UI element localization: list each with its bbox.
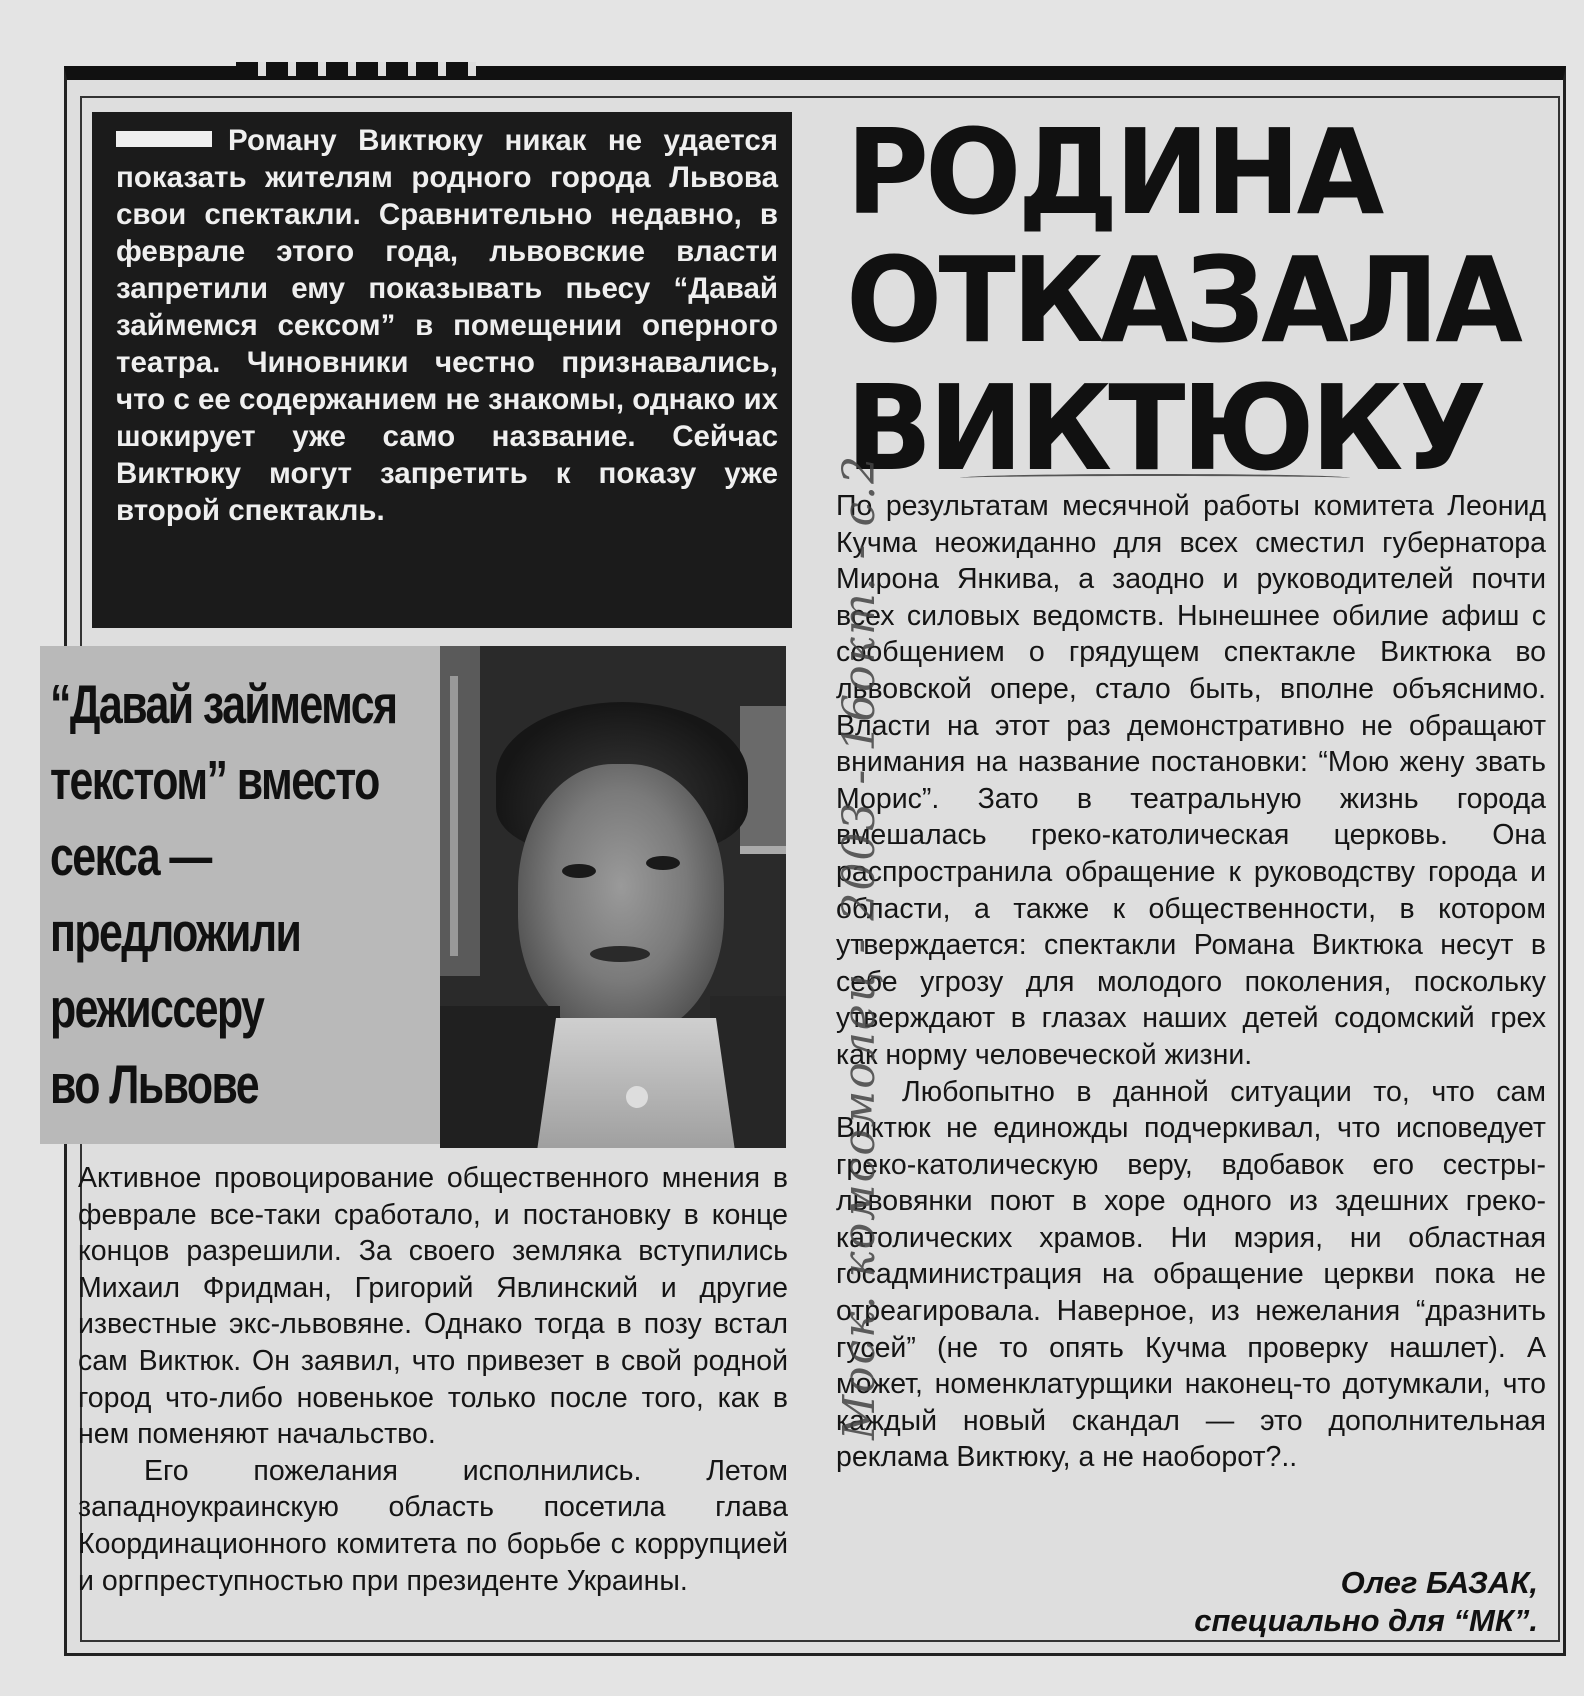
pencil-underline — [960, 474, 1350, 482]
handwritten-archive-note: Моск. комсомолец - 2003 - 16окт. - с.2 — [834, 453, 885, 1440]
byline-affiliation: специально для “МК”. — [1194, 1603, 1538, 1638]
lead-dash-mark — [116, 131, 212, 147]
headline — [846, 103, 1520, 497]
byline-author: Олег БАЗАК, — [1340, 1565, 1538, 1600]
portrait-shirt-button — [626, 1086, 648, 1108]
body-right-paragraph-2: Любопытно в данной ситуации то, что сам Виктюк не единожды подчеркивал, что исповедует греко-католическую веру, вдобавок его сестры-львовянки поют в хоре одного из здешних греко-католических храмов. Ни мэрия, ни областная госадминистрация на обращение церкви пока не отреагировала. Наверное, из нежелания “дразнить гусей” (не то опять Кучма проверку нашлет). А может, номенклатурщики наконец-то дотумкали, что каждый новый скандал — это дополнительная реклама Виктюку, а не наоборот?.. — [836, 1075, 1546, 1474]
subheadline — [50, 666, 417, 1122]
lead-paragraph — [116, 122, 778, 529]
subhead-line-2: текстом” вместо — [50, 749, 379, 811]
portrait-collar — [536, 1018, 736, 1148]
body-left-paragraph-1: Активное провоцирование общественного мнения в феврале все-таки сработало, и постановку в конце концов разрешили. За своего земляка вступились Михаил Фридман, Григорий Явлинский и другие известные экс-львовяне. Однако тогда в позу встал сам Виктюк. Он заявил, что привезет в свой родной город что-либо новенькое только после того, как в нем поменяют начальство. — [78, 1162, 788, 1451]
lead-box — [92, 112, 792, 628]
subhead-line-5: режиссеру — [50, 977, 264, 1039]
lead-text: Роману Виктюку никак не удается показать жителям родного города Львова свои спектакли. Сравнительно недавно, в феврале этого года, львовские власти запретили ему показывать пьесу “Давай займемся сексом” в помещении оперного театра. Чиновники честно признавались, что с ее содержанием не знакомы, однако их шокирует уже само название. Сейчас Виктюку могут запретить к показу уже второй спектакль. — [116, 124, 778, 527]
subhead-line-3: секса — — [50, 825, 211, 887]
body-right-paragraph-1: По результатам месячной работы комитета Леонид Кучма неожиданно для всех сместил губернатора Мирона Янкива, а заодно и руководителей почти всех силовых ведомств. Нынешнее обилие афиш с сообщением о грядущем спектакле Виктюка во львовской опере, стало быть, вполне объяснимо. Власти на этот раз демонстративно не обращают внимания на название постановки: “Мою жену звать Морис”. Зато в театральную жизнь города вмешалась греко-католическая церковь. Она распространила обращение к руководству города и области, а также к общественности, в котором утверждается: спектакли Романа Виктюка несут в себе угрозу для молодого поколения, поскольку утверждают в глазах наших детей содомский грех как норму человеческой жизни. — [836, 490, 1546, 1071]
shelf-board — [740, 846, 786, 854]
portrait-photo — [440, 646, 786, 1148]
subhead-line-6: во Львове — [50, 1053, 259, 1115]
rubric-header-remnant — [236, 62, 476, 76]
byline — [1194, 1564, 1538, 1640]
subhead-line-4: предложили — [50, 901, 301, 963]
body-column-right — [836, 488, 1546, 1476]
headline-line-1: РОДИНА — [846, 103, 1381, 241]
portrait-face — [518, 764, 724, 1036]
subhead-line-1: “Давай займемся — [50, 673, 397, 735]
headline-line-2: ОТКАЗАЛА — [846, 231, 1520, 369]
headline-line-3: ВИКТЮКУ — [846, 359, 1484, 497]
body-column-left — [78, 1160, 788, 1599]
portrait-eye-left — [562, 864, 596, 878]
bookshelf-left — [440, 646, 480, 976]
bookshelf-spine — [450, 676, 458, 956]
portrait-mouth — [590, 946, 650, 962]
body-left-paragraph-2: Его пожелания исполнились. Летом западноукраинскую область посетила глава Координационного комитета по борьбе с коррупцией и оргпреступностью при президенте Украины. — [78, 1454, 788, 1597]
portrait-eye-right — [646, 856, 680, 870]
